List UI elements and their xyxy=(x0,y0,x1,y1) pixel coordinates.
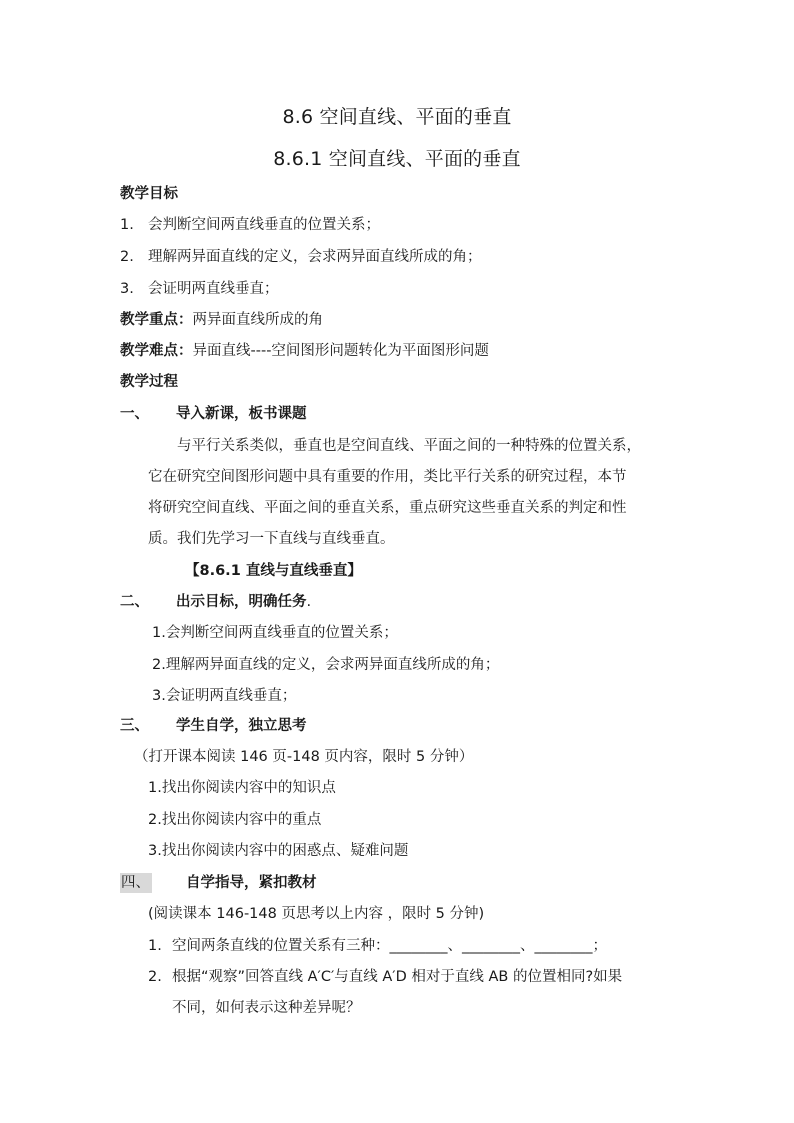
section-number: 一、 xyxy=(120,406,149,422)
section-title: 出示目标，明确任务 xyxy=(176,594,307,610)
goal-text: 理解两异面直线的定义，会求两异面直线所成的角； xyxy=(148,249,482,265)
self-study-item: 1.找出你阅读内容中的知识点 xyxy=(148,780,336,796)
section-number-highlighted: 四、 xyxy=(121,875,150,891)
self-study-item: 3.找出你阅读内容中的困惑点、疑难问题 xyxy=(148,843,409,859)
section-number: 三、 xyxy=(120,718,149,734)
reading-note: （打开课本阅读 146 页-148 页内容，限时 5 分钟） xyxy=(134,749,474,765)
goal-item xyxy=(120,247,482,267)
key-point xyxy=(120,310,323,330)
section-title-tail: . xyxy=(306,594,312,610)
document-subtitle: 8.6.1 空间直线、平面的垂直 xyxy=(273,148,521,170)
question-number: 2. xyxy=(148,969,162,985)
section-number: 二、 xyxy=(120,594,149,610)
difficulty-text: 异面直线----空间图形问题转化为平面图形问题 xyxy=(192,343,489,359)
reading-note: (阅读课本 146-148 页思考以上内容 ，限时 5 分钟) xyxy=(148,906,485,922)
goal-number: 3. xyxy=(120,281,134,297)
key-point-label: 教学重点： xyxy=(120,312,193,328)
self-study-item: 2.找出你阅读内容中的重点 xyxy=(148,812,322,828)
question-text: 空间两条直线的位置关系有三种：________、________、________； xyxy=(172,938,607,954)
paragraph-line: 它在研究空间图形问题中具有重要的作用，类比平行关系的研究过程，本节 xyxy=(148,469,627,485)
goal-number: 1. xyxy=(120,217,134,233)
section-2-heading xyxy=(120,592,311,612)
question-1 xyxy=(148,936,607,956)
section-title: 导入新课，板书课题 xyxy=(176,406,307,422)
goal-number: 2. xyxy=(120,249,134,265)
process-heading: 教学过程 xyxy=(120,374,178,390)
document-title: 8.6 空间直线、平面的垂直 xyxy=(282,106,512,128)
section-1-heading xyxy=(120,404,307,424)
section-3-heading xyxy=(120,716,307,736)
paragraph-line: 将研究空间直线、平面之间的垂直关系，重点研究这些垂直关系的判定和性 xyxy=(148,500,627,516)
question-text: 根据“观察”回答直线 A′C′与直线 A′D 相对于直线 AB 的位置相同?如果 xyxy=(172,969,623,985)
goals-heading: 教学目标 xyxy=(120,186,178,202)
goal-item xyxy=(120,279,279,299)
question-2-continuation: 不同，如何表示这种差异呢？ xyxy=(172,1000,361,1016)
paragraph-line: 质。我们先学习一下直线与直线垂直。 xyxy=(148,531,395,547)
question-2 xyxy=(148,967,622,987)
task-item: 2.理解两异面直线的定义，会求两异面直线所成的角； xyxy=(152,657,500,673)
difficulty-point xyxy=(120,341,489,361)
subsection-bracket-title: 【8.6.1 直线与直线垂直】 xyxy=(185,563,362,579)
question-number: 1. xyxy=(148,938,162,954)
task-item: 1.会判断空间两直线垂直的位置关系； xyxy=(152,625,398,641)
section-title: 自学指导，紧扣教材 xyxy=(186,875,317,891)
task-item: 3.会证明两直线垂直； xyxy=(152,688,297,704)
goal-text: 会判断空间两直线垂直的位置关系； xyxy=(148,217,380,233)
goal-item xyxy=(120,215,380,235)
difficulty-label: 教学难点： xyxy=(120,343,193,359)
section-title: 学生自学，独立思考 xyxy=(176,718,307,734)
goal-text: 会证明两直线垂直； xyxy=(148,281,279,297)
key-point-text: 两异面直线所成的角 xyxy=(192,312,323,328)
section-4-heading xyxy=(120,873,317,893)
paragraph-line: 与平行关系类似，垂直也是空间直线、平面之间的一种特殊的位置关系， xyxy=(177,438,641,454)
